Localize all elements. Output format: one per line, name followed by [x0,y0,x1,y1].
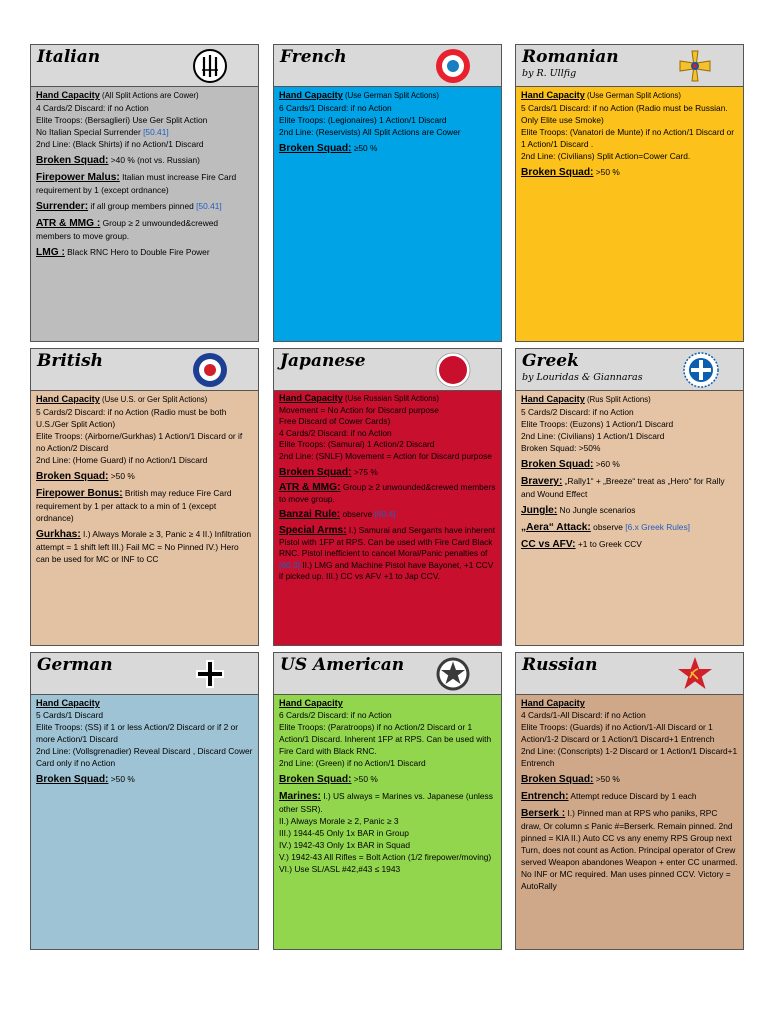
card-title: Russian [522,655,598,675]
card-title: German [37,655,113,675]
line-movement: Movement = No Action for Discard purpose [279,404,439,415]
japanese-card [273,348,502,646]
cc-vs-afv: CC vs AFV: +1 to Greek CCV [521,539,642,550]
card-title: Romanian [522,47,619,67]
atr-mmg: ATR & MMG : Group ≥ 2 unwounded&crewed members to move group. [36,218,219,241]
rule-ref: [60.4] [374,509,396,520]
card-body [31,695,258,949]
rule-ref: [50.41] [143,127,169,137]
broken-squad: Broken Squad: >40 % (not vs. Russian) [36,155,200,166]
hand-capacity: Hand Capacity (Use German Split Actions) [279,90,440,100]
hand-capacity-heading: Hand Capacity [279,698,343,708]
hand-capacity: Hand Capacity (Rus Split Actions) [521,394,651,404]
line-cards: 5 Cards/2 Discard: if no Action [521,407,634,417]
broken-squad: Broken Squad: >50 % [36,471,135,482]
broken-squad: Broken Squad: >50 % [521,774,620,785]
line-cards: 6 Cards/2 Discard: if no Action [279,710,392,720]
card-title: Italian [37,47,101,67]
marines-bar-group: III.) 1944-45 Only 1x BAR in Group [279,828,409,838]
marines-bar-squad: IV.) 1942-43 Only 1x BAR in Squad [279,840,410,850]
hand-capacity: Hand Capacity (Use German Split Actions) [521,90,682,100]
jungle: Jungle: No Jungle scenarios [521,505,636,516]
us-card [273,652,502,950]
rule-ref: [6.x Greek Rules] [625,522,690,532]
line-cards: 4 Cards/1-All Discard: if no Action [521,710,646,720]
rising-sun-icon [435,352,471,388]
aera-attack: „Aera“ Attack: observe [6.x Greek Rules] [521,522,690,533]
line-elite: Elite Troops: (Paratroops) if no Action/2 Discard or 1 Action/1 Discard. Inherent 1FP at RPS. Can be used with Fire Card with Black RNC. [279,722,492,756]
greek-emblem-icon [683,352,719,388]
romanian-card [515,44,744,342]
line-second: 2nd Line: (Civilians) 1 Action/1 Discard [521,431,665,441]
special-arms: Special Arms: I.) Samurai and Sergants have inherent Pistol with 1FP at RPS. Can be used with Fire Card Black RNC. Pistol inefficient to cancel Moral/Panic penalties of [60.3] II.) LMG and Machine Pistol have Bayonet, +1 CCV if picked up. III.) CC vs AFV +1 to Jap CCV. [279,524,496,582]
card-body [516,391,743,645]
line-second: 2nd Line: (Green) if no Action/1 Discard [279,758,426,768]
cross-emblem-icon [677,48,713,84]
line-second: 2nd Line: (SNLF) Movement = Action for Discard purpose [279,450,492,461]
greek-card [515,348,744,646]
line-cards: 5 Cards/1 Discard [36,710,104,720]
line-second: 2nd Line: (Black Shirts) if no Action/1 Discard [36,139,204,149]
german-card [30,652,259,950]
marines-sl-asl: VI.) Use SL/ASL #42,#43 ≤ 1943 [279,864,401,874]
hand-capacity-heading: Hand Capacity [36,698,100,708]
card-body [31,87,258,341]
line-broken: Broken Squad: >50% [521,443,601,453]
card-header [31,349,258,391]
line-elite: Elite Troops: (Guards) if no Action/1-All Discard or 1 Action/1-2 Discard or 1 Action/1 Discard+1 Entrench [521,722,715,744]
roundel-icon [192,352,228,388]
card-header [31,45,258,87]
broken-squad: Broken Squad: ≥50 % [279,143,378,154]
line-second: 2nd Line: (Vollsgrenadier) Reveal Discard , Discard Cower Card only if no Action [36,746,253,768]
hand-capacity-heading: Hand Capacity [36,90,100,100]
firepower-malus: Firepower Malus: Italian must increase Fire Card requirement by 1 (except ordnance) [36,172,237,195]
french-card [273,44,502,342]
broken-squad: Broken Squad: >75 % [279,466,378,478]
surrender: Surrender: if all group members pinned [50.41] [36,201,222,212]
line-elite: Elite Troops: (Legionaires) 1 Action/1 Discard [279,115,447,125]
marines: Marines: I.) US always = Marines vs. Japanese (unless other SSR). [279,791,493,814]
hand-capacity [36,89,253,102]
card-body [274,87,501,341]
hand-capacity: Hand Capacity (Use U.S. or Ger Split Actions) [36,394,208,404]
card-title: French [280,47,347,67]
atr-mmg: ATR & MMG: Group ≥ 2 unwounded&crewed members to move group. [279,482,496,504]
bravery: Bravery: „Rally1“ + „Breeze“ treat as „Hero“ for Rally and Wound Effect [521,476,725,499]
card-subtitle: by R. Ullfig [522,68,577,79]
rule-ref: [50.41] [196,201,222,211]
firepower-bonus: Firepower Bonus: British may reduce Fire Card requirement by 1 per attack to a min of 1 (except ordnance) [36,488,232,523]
card-body [31,391,258,645]
card-title: Greek [522,351,579,371]
card-body [516,87,743,341]
line-elite: Elite Troops: (Vanatori de Munte) if no Action/1 Discard or 1 Action/1 Discard . [521,127,735,149]
broken-squad: Broken Squad: >50 % [36,774,135,785]
hand-capacity-heading: Hand Capacity [521,698,585,708]
card-header [31,653,258,695]
marines-morale: II.) Always Morale ≥ 2, Panic ≥ 3 [279,816,399,826]
line-cards: 6 Cards/1 Discard: if no Action [279,103,392,113]
line-cards: 4 Cards/2 Discard: if no Action [279,427,392,438]
broken-squad: Broken Squad: >50 % [279,774,378,785]
line-second: 2nd Line: (Reservists) All Split Actions are Cower [279,127,461,137]
card-title: US American [280,655,405,675]
card-header [274,349,501,391]
roundel-icon [435,48,471,84]
card-header [516,349,743,391]
card-header [274,45,501,87]
line-second: 2nd Line: (Conscripts) 1-2 Discard or 1 Action/1 Discard+1 Entrench [521,746,738,768]
hand-capacity: Hand Capacity (Use Russian Split Actions) [279,393,440,403]
line-elite: Elite Troops: (Samurai) 1 Action/2 Discard [279,439,435,450]
line-cards: 5 Cards/2 Discard: if no Action (Radio must be both U.S./Ger Split Action) [36,407,227,429]
british-card [30,348,259,646]
line-elite: Elite Troops: (Euzons) 1 Action/1 Discard [521,419,674,429]
card-title: Japanese [280,351,366,371]
red-star-icon [677,656,713,692]
line-elite: Elite Troops: (Airborne/Gurkhas) 1 Action/1 Discard or if no Action/2 Discard [36,431,243,453]
gurkhas: Gurkhas: I.) Always Morale ≥ 3, Panic ≥ 4 II.) Infiltration attempt = 1 shift left III.) Fail MC = No Pinned IV.) Hero can be used for MC or INF to CC [36,529,251,564]
iron-cross-icon [192,656,228,692]
berserk: Berserk : I.) Pinned man at RPS who paniks, RPC draw, Or column ≤ Panic #=Berserk. Remain pinned. 2nd pinned = KIA II.) Auto CC vs any enemy RPS Group next Turn, does not count as Action. Principal operator of Crew served Weapon abandones Weapon + enter CC unarmed. No INF or MC required. Man uses pinned CCV. Victory = AutoRally [521,808,738,891]
star-emblem-icon [435,656,471,692]
italian-card [30,44,259,342]
rule-ref: [60.3] [279,559,300,570]
card-title: British [37,351,104,371]
line-second: 2nd Line: (Civilians) Split Action=Cower Card. [521,151,691,161]
fasces-emblem-icon [192,48,228,84]
line-elite: Elite Troops: (Bersaglieri) Use Ger Split Action [36,115,208,125]
broken-squad: Broken Squad: >50 % [521,167,620,178]
broken-squad: Broken Squad: >60 % [521,459,620,470]
card-header [516,653,743,695]
lmg: LMG : Black RNC Hero to Double Fire Power [36,247,210,258]
line-cower: Free Discard of Cower Cards) [279,416,391,427]
marines-rifles: V.) 1942-43 All Rifles = Bolt Action (1/2 firepower/moving) [279,852,492,862]
line-surrender: No Italian Special Surrender [50.41] [36,127,169,137]
card-body [516,695,743,949]
line-second: 2nd Line: (Home Guard) if no Action/1 Discard [36,455,208,465]
line-cards: 4 Cards/2 Discard: if no Action [36,103,149,113]
entrench: Entrench: Attempt reduce Discard by 1 each [521,791,697,802]
line-elite: Elite Troops: (SS) if 1 or less Action/2 Discard or if 2 or more Action/1 Discard [36,722,239,744]
card-body [274,695,501,949]
line-cards: 5 Cards/1 Discard: if no Action (Radio must be Russian. Only Elite use Smoke) [521,103,728,125]
russian-card [515,652,744,950]
card-subtitle: by Louridas & Giannaras [522,372,643,383]
card-body [274,391,501,645]
card-header [516,45,743,87]
banzai-rule: Banzai Rule: observe [60.4] [279,509,396,521]
card-header [274,653,501,695]
hand-capacity-note: (All Split Actions are Cower) [99,91,199,100]
